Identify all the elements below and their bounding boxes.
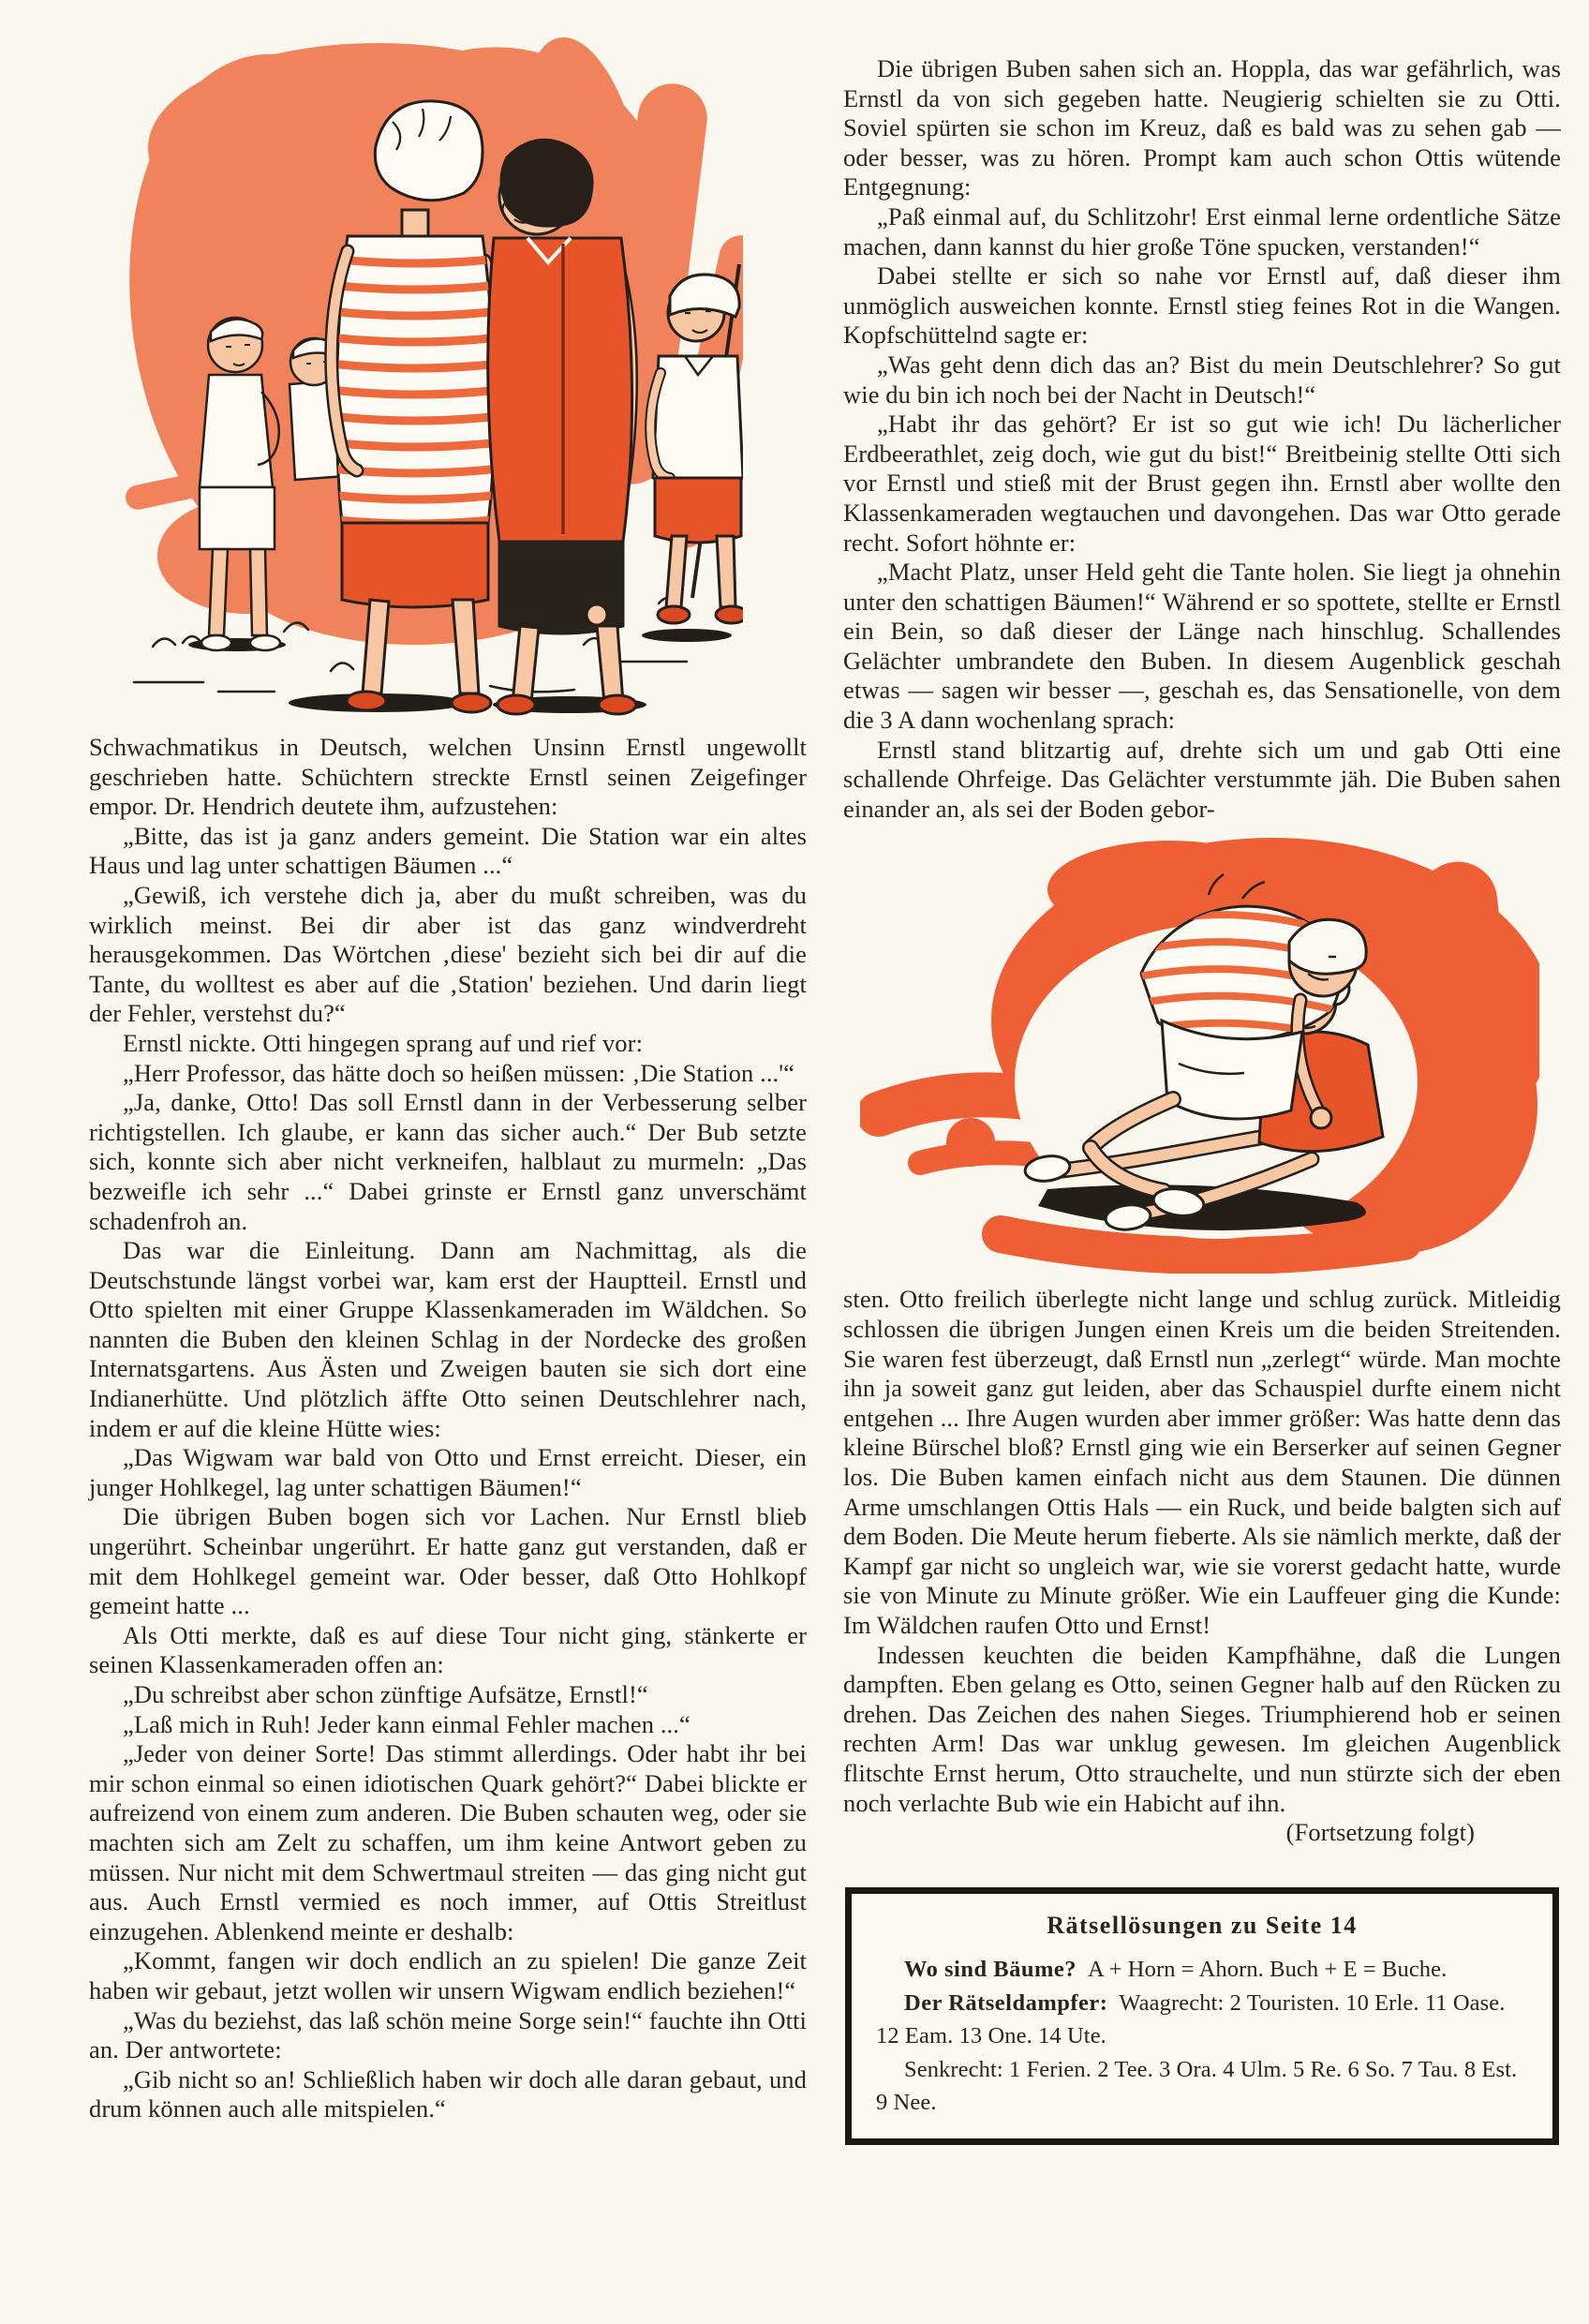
story-paragraph: „Gib nicht so an! Schließlich haben wir doch alle daran gebaut, und drum können auch alle mitspielen.“ — [89, 2064, 807, 2123]
continuation-note: (Fortsetzung folgt) — [1285, 1818, 1475, 1847]
puzzle-box-title: Rätsellösungen zu Seite 14 — [1047, 1911, 1358, 1939]
story-paragraph: „Paß einmal auf, du Schlitzohr! Erst einmal lerne ordentliche Sätze machen, dann kannst du hier große Töne spucken, verstanden!“ — [843, 201, 1561, 261]
puzzle-solution-text: A + Horn = Ahorn. Buch + E = Buche. — [1088, 1957, 1448, 1983]
story-paragraph: Ernstl nickte. Otti hingegen sprang auf und rief vor: — [123, 1028, 644, 1057]
story-paragraph: Indessen keuchten die beiden Kampfhähne, daß die Lungen dampften. Eben gelang es Otto, seinen Gegner halb auf den Rücken zu drehen. Das Zeichen des nahen Sieges. Triumphierend hob er seinen rechten Arm! Das war unklug gewesen. Im gleichen Augenblick flitschte Ernst herum, Otto strauchelte, und nun stürzte sich der eben noch verlachte Bub wie ein Habicht auf ihn. — [843, 1640, 1561, 1817]
story-paragraph: Dabei stellte er sich so nahe vor Ernstl auf, daß dieser ihm unmöglich ausweichen konnte. Ernstl stieg feines Rot in die Wangen. Kopfschüttelnd sagte er: — [843, 261, 1561, 350]
story-paragraph: „Das Wigwam war bald von Otto und Ernst erreicht. Dieser, ein junger Hohlkegel, lag unter schattigen Bäumen!“ — [89, 1443, 807, 1501]
right-column — [843, 54, 1561, 2145]
boys-confrontation-illustration — [97, 36, 743, 716]
story-paragraph: „Herr Professor, das hätte doch so heißen müssen: ‚Die Station ...'“ — [123, 1058, 795, 1087]
puzzle-solution-line — [876, 2053, 1528, 2120]
puzzle-solutions-box — [845, 1887, 1559, 2145]
story-paragraph: Die übrigen Buben sahen sich an. Hoppla, das war gefährlich, was Ernstl da von sich gegeben hatte. Neugierig schielten sie zu Otti. Soviel spürten sie schon im Kreuz, daß es bald was zu sehen gab — oder besser, was zu hören. Prompt kam auch schon Ottis wütende Entgegnung: — [843, 54, 1561, 201]
left-column — [89, 36, 807, 2124]
story-paragraph: „Habt ihr das gehört? Er ist so gut wie ich! Du lächerlicher Erdbeerathlet, zeig doch, wie gut du bist!“ Breitbeinig stellte Otti sich vor Ernstl und stieß mit der Brust gegen ihn. Ernstl aber wollte den Klassenkameraden wegtauchen und davongehen. Das war Otto gerade recht. Sofort höhnte er: — [843, 410, 1561, 557]
puzzle-solution-lead: Der Rätseldampfer: — [904, 1989, 1108, 2016]
puzzle-solution-lead: Wo sind Bäume? — [904, 1957, 1077, 1983]
story-paragraph: „Macht Platz, unser Held geht die Tante holen. Sie liegt ja ohnehin unter den schattigen Bäumen!“ Während er so spottete, stellte er Ernstl ein Bein, so daß dieser der Länge nach hinschlug. Schallendes Gelächter umbrandete den Buben. In diesem Augenblick geschah etwas — sagen wir besser —, geschah es, das Sensationelle, von dem die 3 A dann wochenlang sprach: — [843, 558, 1561, 735]
story-paragraph: „Laß mich in Ruh! Jeder kann einmal Fehler machen ...“ — [123, 1709, 691, 1738]
story-paragraph: Das war die Einleitung. Dann am Nachmittag, als die Deutschstunde längst vorbei war, kam erst der Hauptteil. Ernstl und Otto spielten mit einer Gruppe Klassenkameraden im Wäldchen. So nannten die Buben den kleinen Schlag in der Nordecke des großen Internatsgartens. Aus Ästen und Zweigen bauten sie sich dort eine Indianerhütte. Und plötzlich äffte Otto seinen Deutschlehrer nach, indem er auf die kleine Hütte wies: — [89, 1236, 807, 1442]
story-paragraph: „Du schreibst aber schon zünftige Aufsätze, Ernstl!“ — [123, 1680, 648, 1708]
story-paragraph: „Kommt, fangen wir doch endlich an zu spielen! Die ganze Zeit haben wir gebaut, jetzt wollen wir unsern Wigwam endlich beziehen!“ — [89, 1946, 807, 2004]
puzzle-solution-line — [876, 1953, 1528, 1987]
story-paragraph: „Ja, danke, Otto! Das soll Ernstl dann in der Verbesserung selber richtigstellen. Ich glaube, er kann das sicher auch.“ Der Bub setzte sich, konnte sich aber nicht verkneifen, halblaut zu murmeln: „Das bezweifle ich sehr ...“ Dabei grinste er Ernstl ganz unverschämt schadenfroh an. — [89, 1088, 807, 1235]
story-paragraph: Die übrigen Buben bogen sich vor Lachen. Nur Ernstl blieb ungerührt. Scheinbar ungerührt. Er hatte ganz gut verstanden, daß er mit dem Hohlkegel gemeint war. Oder besser, daß Otto Hohlkopf gemeint hatte ... — [89, 1502, 807, 1620]
story-paragraph: „Was geht denn dich das an? Bist du mein Deutschlehrer? So gut wie du bin ich noch bei der Nacht in Deutsch!“ — [843, 350, 1561, 409]
puzzle-solution-text: Waagrecht: 2 Touristen. 10 Erle. 11 Oase. 12 Eam. 13 One. 14 Ute. — [876, 1989, 1506, 2049]
story-paragraph: „Jeder von deiner Sorte! Das stimmt allerdings. Oder habt ihr bei mir schon einmal so einen idiotischen Quark gehört?“ Dabei blickte er aufreizend von einem zum anderen. Die Buben schauten weg, oder sie machten sich am Zelt zu schaffen, um ihm keine Antwort geben zu müssen. Nur nicht mit dem Schwertmaul streiten — das ging nicht gut aus. Auch Ernstl vermied es noch immer, auf Ottis Streitlust einzugehen. Ablenkend meinte er deshalb: — [89, 1739, 807, 1945]
story-paragraph: Als Otti merkte, daß es auf diese Tour nicht ging, stänkerte er seinen Klassenkameraden offen an: — [89, 1620, 807, 1679]
story-paragraph: „Gewiß, ich verstehe dich ja, aber du mußt schreiben, was du wirklich meinst. Bei dir aber ist das ganz windverdreht herausgekommen. Das Wörtchen ‚diese' bezieht sich bei dir auf die Tante, du wolltest es aber auf die ‚Station' beziehen. Und darin liegt der Fehler, verstehst du?“ — [89, 880, 807, 1028]
puzzle-solution-line — [876, 1987, 1528, 2053]
story-paragraph: Ernstl stand blitzartig auf, drehte sich um und gab Otti eine schallende Ohrfeige. Das Gelächter verstummte jäh. Die Buben sahen einander an, als sei der Boden gebor- — [843, 735, 1561, 823]
story-paragraph: Schwachmatikus in Deutsch, welchen Unsinn Ernstl ungewollt geschrieben hatte. Schüchtern streckte Ernstl seinen Zeigefinger empor. Dr. Hendrich deutete ihm, aufzustehen: — [89, 733, 807, 821]
story-paragraph: „Bitte, das ist ja ganz anders gemeint. Die Station war ein altes Haus und lag unter schattigen Bäumen ...“ — [89, 821, 807, 880]
puzzle-solution-text: Senkrecht: 1 Ferien. 2 Tee. 3 Ora. 4 Ulm. 5 Re. 6 So. 7 Tau. 8 Est. 9 Nee. — [876, 2056, 1518, 2116]
boys-wrestling-illustration — [860, 833, 1539, 1274]
story-paragraph: sten. Otto freilich überlegte nicht lange und schlug zurück. Mitleidig schlossen die übrigen Jungen einen Kreis um die beiden Streitenden. Sie waren fest überzeugt, daß Ernstl nun „zerlegt“ würde. Man mochte ihn ja soweit ganz gut leiden, aber das Schauspiel durfte einem nicht entgehen ... Ihre Augen wurden aber immer größer: Was hatte denn das kleine Bürschel bloß? Ernstl ging wie ein Berserker auf seinen Gegner los. Die Buben kamen einfach nicht aus dem Staunen. Die dünnen Arme umschlangen Ottis Hals — ein Ruck, und beide balgten sich auf dem Boden. Die Meute herum fieberte. Als sie nämlich merkte, daß der Kampf gar nicht so ungleich war, wie sie vorerst gedacht hatte, wurde sie von Minute zu Minute größer. Wie ein Lauffeuer ging die Kunde: Im Wäldchen raufen Otto und Ernst! — [843, 1285, 1561, 1639]
story-paragraph: „Was du beziehst, das laß schön meine Sorge sein!“ fauchte ihn Otti an. Der antwortete: — [89, 2005, 807, 2064]
